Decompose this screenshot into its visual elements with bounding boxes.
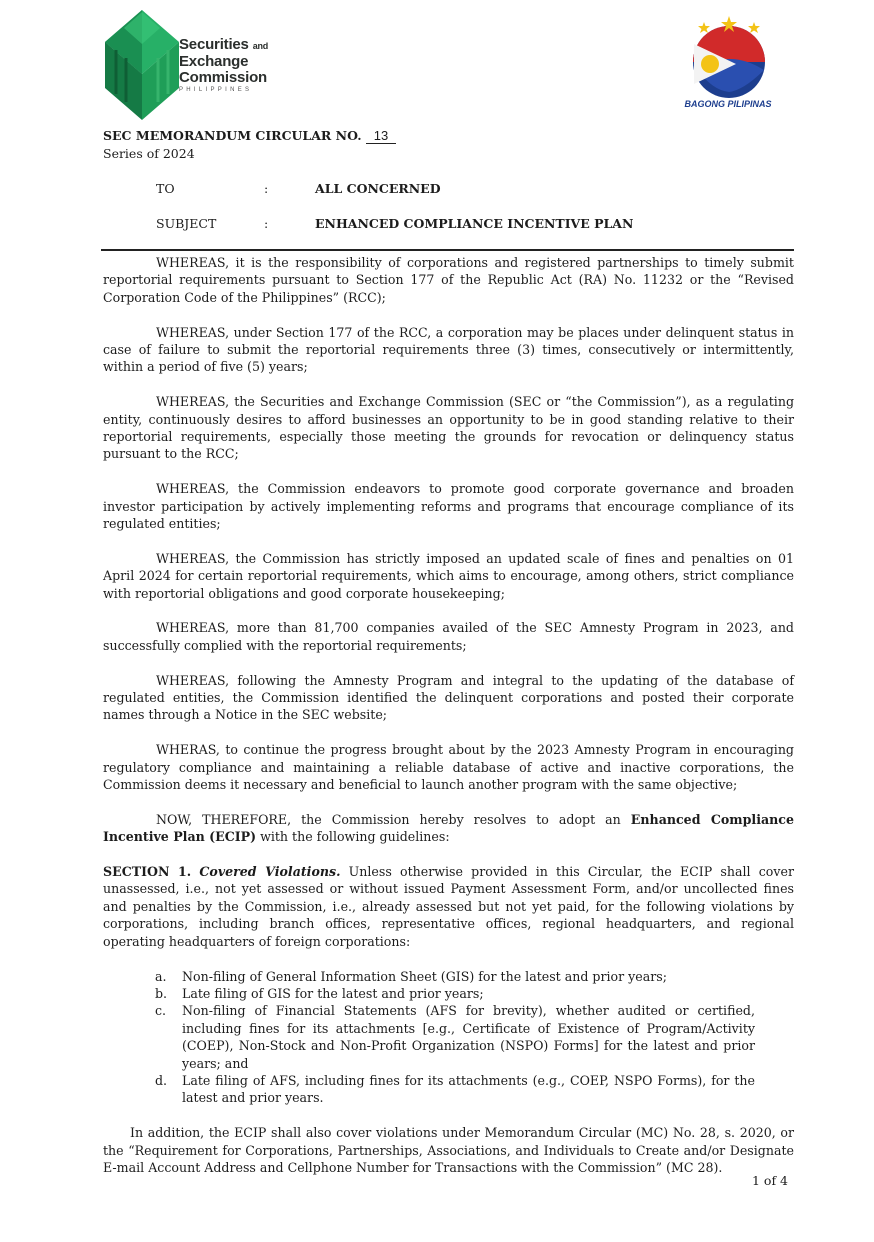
subject-value: ENHANCED COMPLIANCE INCENTIVE PLAN <box>315 216 634 231</box>
list-item: c. Non-filing of Financial Statements (AFS for brevity), whether audited or certified, including fines for its attachments [e.g., Certificate of Existence of Program/Activity (COEP), Non-Stock and Non-Profit Organization (NSPO) Forms] for the latest and prior years; and <box>155 1003 755 1071</box>
subject-colon: : <box>264 216 269 231</box>
section-1-paragraph: SECTION 1. Covered Violations. Unless otherwise provided in this Circular, the ECIP shall cover unassessed, i.e., not yet assessed or without issued Payment Assessment Form, and/or uncollected fines and penalties by the Commission, i.e., already assessed but not yet paid, for the following violations by corporations, including branch offices, representative offices, regional headquarters, and regional operating headquarters of foreign corporations: <box>103 864 794 949</box>
sec-logo-wordmark: Securities and Exchange Commission PHILIPPINES <box>179 36 269 93</box>
whereas-paragraph: WHEREAS, the Commission endeavors to promote good corporate governance and broaden investor participation by actively implementing reforms and programs that encourage compliance of its regulated entities; <box>103 481 794 532</box>
whereas-paragraph: WHEREAS, the Securities and Exchange Commission (SEC or “the Commission”), as a regulating entity, continuously desires to afford businesses an opportunity to be in good standing relative to their reportorial requirements, especially those meeting the grounds for revocation or delinquency status pursuant to the RCC; <box>103 394 794 462</box>
whereas-paragraph: WHEREAS, following the Amnesty Program and integral to the updating of the database of regulated entities, the Commission identified the delinquent corporations and posted their corporate names through a Notice in the SEC website; <box>103 672 794 723</box>
bagong-pilipinas-logo-icon <box>684 14 774 100</box>
circular-title <box>103 128 396 144</box>
memo-body <box>103 254 794 1194</box>
to-label: TO <box>156 181 175 196</box>
whereas-paragraph: WHEREAS, it is the responsibility of corporations and registered partnerships to timely submit reportorial requirements pursuant to Section 177 of the Republic Act (RA) No. 11232 or the “Revised Corporation Code of the Philippines” (RCC); <box>103 255 794 305</box>
to-colon: : <box>264 181 269 196</box>
list-item: d. Late filing of AFS, including fines for its attachments (e.g., COEP, NSPO Forms), for the latest and prior years. <box>155 1072 755 1106</box>
circular-title-prefix: SEC MEMORANDUM CIRCULAR NO. <box>103 128 362 143</box>
header-divider <box>101 249 794 251</box>
subject-label: SUBJECT <box>156 216 217 231</box>
whereas-paragraph: WHEREAS, under Section 177 of the RCC, a corporation may be places under delinquent status in case of failure to submit the reportorial requirements three (3) times, consecutively or intermittently, within a period of five (5) years; <box>103 324 794 375</box>
section-1-label: SECTION 1. <box>103 864 192 880</box>
ecip-name: Enhanced Compliance Incentive Plan (ECIP) <box>103 811 794 845</box>
circular-number: 13 <box>366 128 396 144</box>
covered-violations-list <box>155 968 755 1107</box>
list-item: b. Late filing of GIS for the latest and prior years; <box>155 985 484 1001</box>
mc28-paragraph: In addition, the ECIP shall also cover violations under Memorandum Circular (MC) No. 28, s. 2020, or the “Requirement for Corporations, Partnerships, Associations, and Individuals to Create and/or Designate E-mail Account Address and Cellphone Number for Transactions with the Commission” (MC 28). <box>103 1125 794 1175</box>
section-1-heading: Covered Violations. <box>199 864 341 880</box>
whereas-paragraph: WHEREAS, the Commission has strictly imposed an updated scale of fines and penalties on 01 April 2024 for certain reportorial requirements, which aims to encourage, among others, strict compliance with reportorial obligations and good corporate housekeeping; <box>103 550 794 601</box>
circular-series: Series of 2024 <box>103 146 195 161</box>
whereas-paragraph: WHEREAS, more than 81,700 companies availed of the SEC Amnesty Program in 2023, and successfully complied with the reportorial requirements; <box>103 620 794 653</box>
bagong-pilipinas-caption: BAGONG PILIPINAS <box>684 99 772 109</box>
page-number: 1 of 4 <box>752 1173 789 1188</box>
to-value: ALL CONCERNED <box>315 181 441 196</box>
resolution-paragraph: NOW, THEREFORE, the Commission hereby resolves to adopt an Enhanced Compliance Incentive Plan (ECIP) with the following guidelines: <box>103 811 794 845</box>
list-item: a. Non-filing of General Information Sheet (GIS) for the latest and prior years; <box>155 968 667 984</box>
whereas-paragraph: WHERAS, to continue the progress brought about by the 2023 Amnesty Program in encouraging regulatory compliance and maintaining a reliable database of active and inactive corporations, the Commission deems it necessary and beneficial to launch another program with the same objective; <box>103 742 794 793</box>
